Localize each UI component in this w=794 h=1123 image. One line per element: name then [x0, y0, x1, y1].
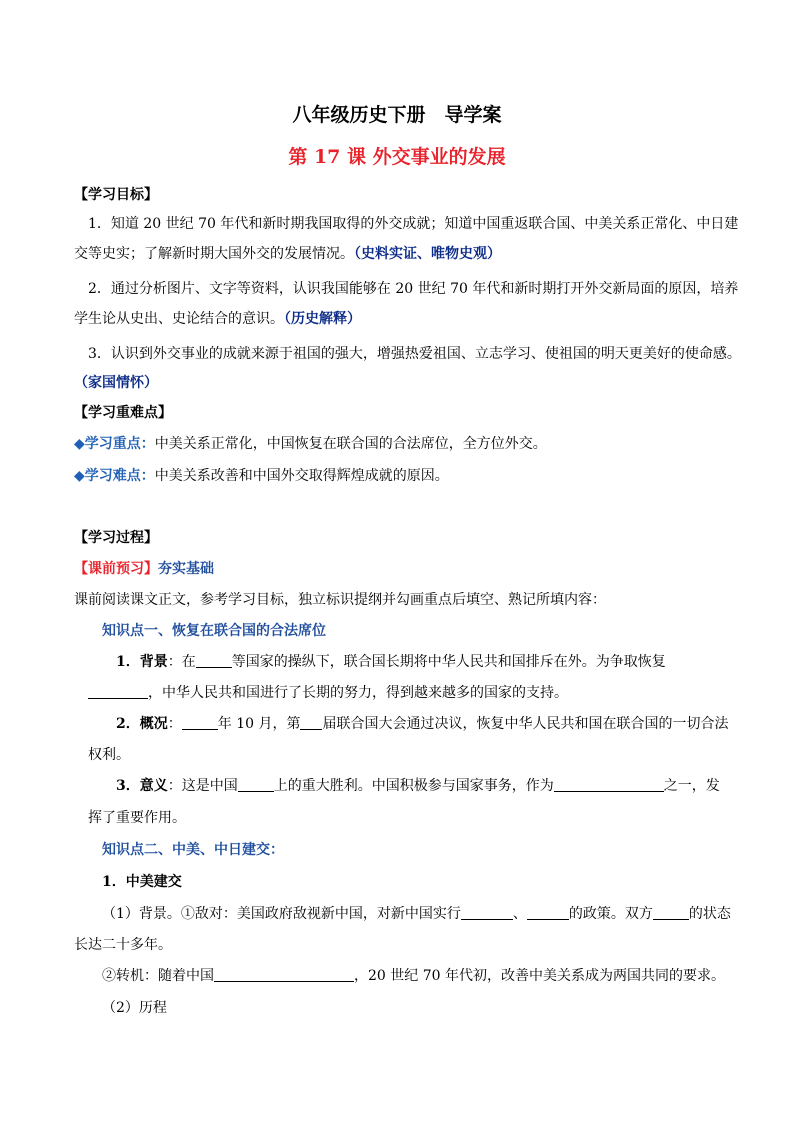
- kp2-turning-text-b: ，20 世纪 70 年代初，改善中美关系成为两国共同的要求。: [354, 968, 725, 984]
- kp1-background-text-c: ，中华人民共和国进行了长期的努力，得到越来越多的国家的支持。: [148, 685, 568, 701]
- fill-blank[interactable]: [527, 905, 569, 920]
- kp2-background-text-d: 的状态: [688, 906, 731, 922]
- knowledge-point-1-title: 知识点一、恢复在联合国的合法席位: [102, 623, 326, 639]
- kp1-significance-line-2: 挥了重要作用。: [88, 810, 186, 826]
- difficulty-label: ◆学习难点：: [74, 468, 155, 484]
- kp1-overview-label: 2．概况: [116, 716, 168, 732]
- preview-suffix: 夯实基础: [158, 561, 214, 577]
- kp2-course-heading: （2）历程: [102, 1000, 167, 1016]
- fill-blank[interactable]: [554, 777, 664, 792]
- kp1-background-line-2: [88, 683, 568, 703]
- process-heading: 【学习过程】: [74, 530, 158, 546]
- objective-1-line-2: [74, 244, 501, 264]
- kp1-background-text-a: ：在: [167, 654, 196, 670]
- objective-3-tag: （家国情怀）: [74, 375, 158, 391]
- fill-blank[interactable]: [300, 715, 322, 730]
- key-point-text: 中美关系正常化，中国恢复在联合国的合法席位，全方位外交。: [154, 436, 547, 452]
- kp2-turning-text-a: ②转机：随着中国: [102, 968, 214, 984]
- fill-blank[interactable]: [214, 967, 354, 982]
- kp2-subheading-sino-us: 1．中美建交: [102, 874, 182, 890]
- difficulty-text: 中美关系改善和中国外交取得辉煌成就的原因。: [154, 468, 449, 484]
- objective-1-text: 交等史实；了解新时期大国外交的发展情况。: [74, 246, 354, 262]
- fill-blank[interactable]: [88, 684, 148, 699]
- objective-2-line-2: [74, 309, 361, 329]
- kp1-significance-text-c: 之一，发: [663, 778, 720, 794]
- kp1-significance-text-b: 上的重大胜利。中国积极参与国家事务，作为: [273, 778, 554, 794]
- fill-blank[interactable]: [653, 905, 689, 920]
- key-point-label: ◆学习重点：: [74, 436, 155, 452]
- kp1-overview-line-1: [116, 714, 728, 734]
- objective-1-tag: （史料实证、唯物史观）: [354, 246, 501, 262]
- objective-1-line-1: 1．知道 20 世纪 70 年代和新时期我国取得的外交成就；知道中国重返联合国、中美关系正常化、中日建: [88, 216, 739, 232]
- objective-2-line-1: 2．通过分析图片、文字等资料，认识我国能够在 20 世纪 70 年代和新时期打开外交新局面的原因，培养: [88, 281, 739, 297]
- preview-row: [74, 559, 214, 579]
- fill-blank[interactable]: [196, 653, 232, 668]
- fill-blank[interactable]: [182, 715, 218, 730]
- document-title: 八年级历史下册 导学案: [292, 104, 502, 126]
- kp1-significance-label: 3．意义: [116, 778, 168, 794]
- kp1-overview-text-a: ：: [167, 716, 182, 732]
- kp2-background-text-a: （1）背景。①敌对：美国政府敌视新中国，对新中国实行: [102, 906, 461, 922]
- kp1-significance-line-1: [116, 776, 720, 796]
- kp1-significance-text-a: ：这是中国: [167, 778, 238, 794]
- objectives-heading: 【学习目标】: [74, 187, 158, 203]
- kp2-background-text-c: 的政策。双方: [568, 906, 653, 922]
- kp2-background-line-2: 长达二十多年。: [74, 937, 172, 953]
- preview-label: 【课前预习】: [74, 561, 158, 577]
- key-point-row: [74, 434, 547, 454]
- kp1-overview-text-c: 届联合国大会通过决议，恢复中华人民共和国在联合国的一切合法: [322, 716, 729, 732]
- lesson-title: 第 17 课 外交事业的发展: [288, 146, 506, 168]
- difficulty-row: [74, 466, 449, 486]
- kp1-background-line-1: [116, 652, 666, 672]
- fill-blank[interactable]: [461, 905, 513, 920]
- kp1-overview-text-b: 年 10 月，第: [217, 716, 301, 732]
- objective-2-text: 学生论从史出、史论结合的意识。: [74, 311, 284, 327]
- fill-blank[interactable]: [238, 777, 274, 792]
- objective-2-tag: （历史解释）: [284, 311, 361, 327]
- kp2-turning-point-line: [102, 966, 725, 986]
- key-points-heading: 【学习重难点】: [74, 405, 172, 421]
- kp1-overview-line-2: 权利。: [88, 747, 130, 763]
- kp1-background-label: 1．背景: [116, 654, 168, 670]
- kp1-background-text-b: 等国家的操纵下，联合国长期将中华人民共和国排斥在外。为争取恢复: [231, 654, 666, 670]
- kp2-background-line-1: [102, 904, 731, 924]
- objective-3-line-1: 3．认识到外交事业的成就来源于祖国的强大，增强热爱祖国、立志学习、使祖国的明天更美好的使命感。: [88, 346, 741, 362]
- knowledge-point-2-title: 知识点二、中美、中日建交：: [102, 842, 284, 858]
- kp2-background-text-b: 、: [512, 906, 527, 922]
- preview-instruction: 课前阅读课文正文，参考学习目标，独立标识提纲并勾画重点后填空、熟记所填内容：: [74, 592, 606, 608]
